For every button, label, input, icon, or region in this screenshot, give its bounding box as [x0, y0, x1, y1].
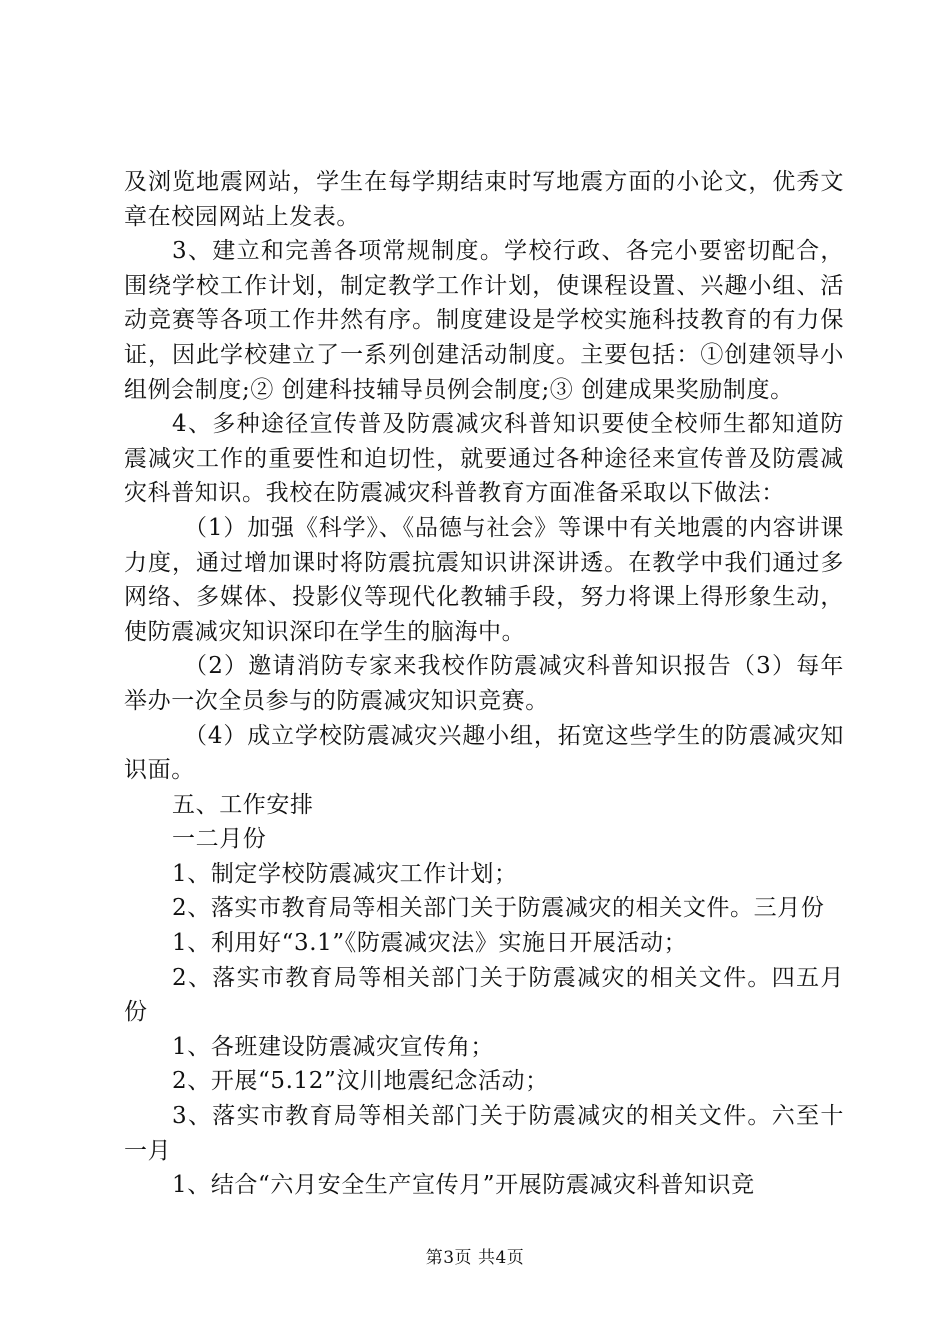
list-item: 1、各班建设防震减灾宣传角；	[172, 1033, 495, 1060]
page-number-footer: 第3页 共4页	[425, 1248, 525, 1268]
paragraph-regulations: 3、建立和完善各项常规制度。学校行政、各完小要密切配合，围绕学校工作计划，制定教学工作计划，使课程设置、兴趣小组、活动竞赛等各项工作井然有序。制度建设是学校实施科技教育的有力保证，因此学校建立了一系列创建活动制度。主要包括：①创建领导小组例会制度;② 创建科技辅导员例会制度;③ 创建成果奖励制度。	[124, 238, 844, 403]
paragraph-publicity: 4、多种途径宣传普及防震减灾科普知识要使全校师生都知道防震减灾工作的重要性和迫切性，就要通过各种途径来宣传普及防震减灾科普知识。我校在防震减灾科普教育方面准备采取以下做法：	[124, 411, 844, 507]
list-item: 1、制定学校防震减灾工作计划；	[172, 860, 518, 887]
paragraph-continuation: 及浏览地震网站，学生在每学期结束时写地震方面的小论文，优秀文章在校园网站上发表。	[124, 169, 844, 230]
list-item: 2、落实市教育局等相关部门关于防震减灾的相关文件。四五月份	[124, 964, 844, 1026]
paragraph-item-2-3: （2）邀请消防专家来我校作防震减灾科普知识报告（3）每年举办一次全员参与的防震减灾知识竞赛。	[124, 653, 844, 714]
month-heading-jan-feb: 一二月份	[172, 826, 267, 853]
paragraph-item-1: （1）加强《科学》、《品德与社会》等课中有关地震的内容讲课力度，通过增加课时将防震抗震知识讲深讲透。在教学中我们通过多网络、多媒体、投影仪等现代化教辅手段，努力将课上得形象生动，使防震减灾知识深印在学生的脑海中。	[124, 514, 844, 645]
list-item: 1、结合“六月安全生产宣传月”开展防震减灾科普知识竞	[172, 1172, 755, 1199]
paragraph-item-4: （4）成立学校防震减灾兴趣小组，拓宽这些学生的防震减灾知识面。	[124, 722, 844, 784]
list-item: 2、开展“5.12”汶川地震纪念活动；	[172, 1068, 549, 1095]
list-item: 1、利用好“3.1”《防震减灾法》实施日开展活动；	[172, 930, 688, 957]
section-heading-work-plan: 五、工作安排	[172, 791, 314, 818]
list-item: 2、落实市教育局等相关部门关于防震减灾的相关文件。三月份	[172, 895, 825, 922]
list-item: 3、落实市教育局等相关部门关于防震减灾的相关文件。六至十一月	[124, 1103, 844, 1164]
document-body	[124, 165, 844, 1203]
